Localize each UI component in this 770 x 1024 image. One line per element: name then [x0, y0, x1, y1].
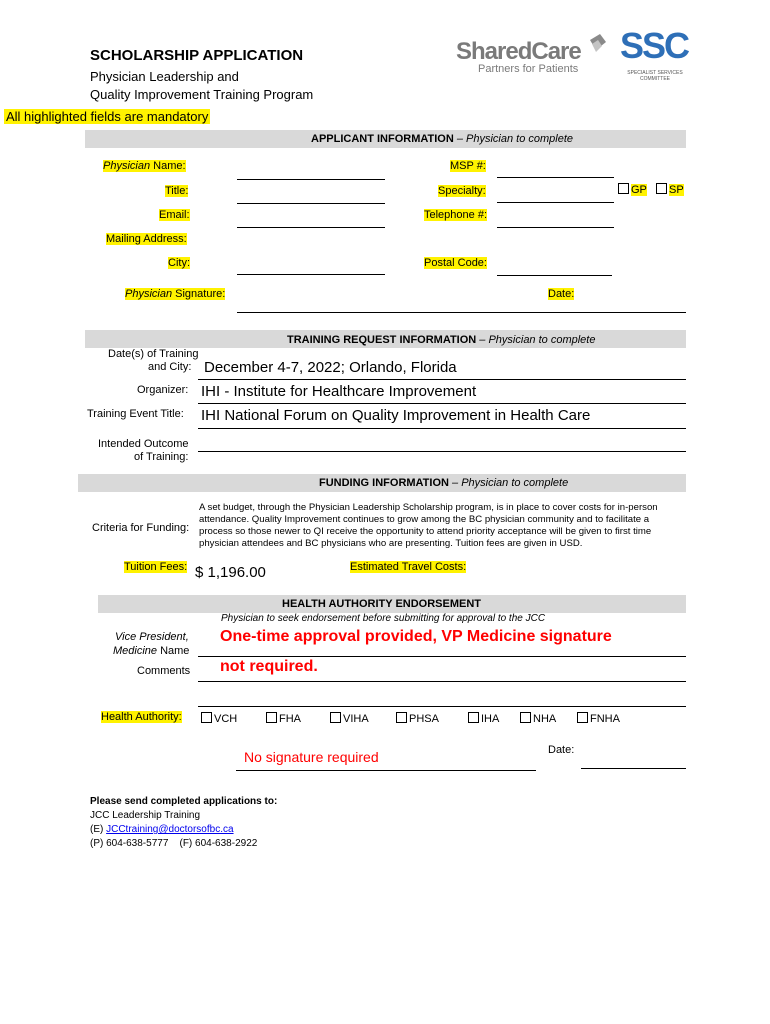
outcome-field[interactable] — [198, 451, 686, 452]
ha-checkbox-phsa[interactable] — [396, 712, 439, 725]
email-label: Email: — [159, 209, 190, 221]
specialty-label: Specialty: — [438, 185, 486, 197]
ha-checkbox-viha-box[interactable] — [330, 712, 341, 723]
telephone-label: Telephone #: — [424, 209, 487, 221]
sharedcare-logo-tagline: Partners for Patients — [478, 63, 579, 75]
outcome-label-2: of Training: — [134, 451, 189, 463]
msp-label: MSP #: — [450, 160, 486, 172]
event-title-label: Training Event Title: — [87, 408, 184, 420]
ha-checkbox-iha-box[interactable] — [468, 712, 479, 723]
gp-checkbox-box[interactable] — [618, 183, 629, 194]
organizer-line — [198, 403, 686, 404]
email-field[interactable] — [237, 227, 385, 228]
ha-label-phsa: PHSA — [409, 713, 439, 725]
comments-value[interactable]: not required. — [220, 658, 318, 675]
physician-name-field[interactable] — [237, 179, 385, 180]
criteria-text: A set budget, through the Physician Leadership Scholarship program, is in place to cover costs for in-person attendance. Quality Improvement continues to grow among the BC physician community and to facilitate a process so those newer to QI receive the opportunity to attend priority acceptance will be given to first time physician attendees and BC physicians who are presenting. Tuition fees are given in USD. — [199, 502, 658, 549]
gp-checkbox[interactable] — [618, 183, 647, 196]
title-label: Title: — [165, 185, 189, 197]
comments-label: Comments — [137, 665, 191, 677]
health-authority-label: Health Authority: — [101, 711, 182, 723]
endorsement-signature-value[interactable]: No signature required — [244, 749, 379, 765]
send-phone: (P) 604-638-5777 (F) 604-638-2922 — [90, 838, 258, 849]
training-section-title: TRAINING REQUEST INFORMATION – Physician to complete — [287, 334, 596, 346]
ssc-logo-tag2: COMMITTEE — [640, 76, 670, 82]
comments-line-2 — [198, 706, 686, 707]
ha-label-iha: IHA — [481, 713, 500, 725]
ha-checkbox-fnha[interactable] — [577, 712, 620, 725]
ha-label-viha: VIHA — [343, 713, 369, 725]
sharedcare-logo-text: SharedCare — [456, 38, 581, 65]
applicant-date-label: Date: — [548, 288, 575, 300]
physician-name-label: Physician Name: — [103, 160, 186, 172]
organizer-label: Organizer: — [137, 384, 189, 396]
city-field[interactable] — [237, 274, 385, 275]
endorsement-signature-line — [236, 770, 536, 771]
city-label: City: — [168, 257, 190, 269]
physician-signature-field[interactable] — [237, 312, 686, 313]
telephone-field[interactable] — [497, 227, 614, 228]
training-dates-label-1: Date(s) of Training — [108, 348, 199, 360]
funding-section-title: FUNDING INFORMATION – Physician to complete — [319, 477, 569, 489]
ha-label-fnha: FNHA — [590, 713, 620, 725]
tuition-value[interactable]: $ 1,196.00 — [195, 564, 266, 581]
training-dates-line — [198, 379, 686, 380]
ssc-logo-text: SSC — [620, 25, 689, 66]
ha-label-vch: VCH — [214, 713, 238, 725]
send-org: JCC Leadership Training — [90, 810, 201, 821]
ha-checkbox-fha-box[interactable] — [266, 712, 277, 723]
applicant-section-title: APPLICANT INFORMATION – Physician to complete — [311, 133, 574, 145]
ssc-logo-tag1: SPECIALIST SERVICES — [627, 70, 683, 76]
ha-checkbox-phsa-box[interactable] — [396, 712, 407, 723]
ha-checkbox-fha[interactable] — [266, 712, 301, 725]
event-title-line — [198, 428, 686, 429]
event-title-value[interactable]: IHI National Forum on Quality Improvement in Health Care — [201, 407, 591, 424]
send-title: Please send completed applications to: — [90, 796, 278, 807]
title-field[interactable] — [237, 203, 385, 204]
sharedcare-logo — [456, 38, 581, 75]
vp-label-1: Vice President, — [115, 631, 189, 643]
ha-checkbox-iha[interactable] — [468, 712, 499, 725]
ha-checkbox-nha-box[interactable] — [520, 712, 531, 723]
vp-name-line — [198, 656, 686, 657]
form-subtitle-line1: Physician Leadership and — [90, 69, 239, 84]
endorsement-section-title: HEALTH AUTHORITY ENDORSEMENT — [282, 598, 482, 610]
endorsement-section-note: Physician to seek endorsement before submitting for approval to the JCC — [221, 613, 546, 624]
gp-label: GP — [631, 184, 647, 196]
travel-costs-label: Estimated Travel Costs: — [350, 561, 467, 573]
outcome-label-1: Intended Outcome — [98, 438, 189, 450]
sp-label: SP — [669, 184, 684, 196]
training-dates-label-2: and City: — [148, 361, 192, 373]
form-title: SCHOLARSHIP APPLICATION — [90, 47, 304, 64]
training-dates-value[interactable]: December 4-7, 2022; Orlando, Florida — [204, 359, 457, 376]
msp-field[interactable] — [497, 177, 614, 178]
organizer-value[interactable]: IHI - Institute for Healthcare Improvement — [201, 383, 477, 400]
ha-label-fha: FHA — [279, 713, 301, 725]
comments-line-1 — [198, 681, 686, 682]
physician-signature-label: Physician Signature: — [125, 288, 226, 300]
postal-code-label: Postal Code: — [424, 257, 487, 269]
form-subtitle-line2: Quality Improvement Training Program — [90, 87, 314, 102]
sharedcare-mark-icon — [588, 32, 608, 58]
ha-checkbox-vch[interactable] — [201, 712, 237, 725]
tuition-label: Tuition Fees: — [124, 561, 188, 573]
mandatory-note: All highlighted fields are mandatory — [6, 109, 209, 124]
ssc-logo — [620, 26, 690, 82]
vp-label-2: Medicine Name — [113, 645, 190, 657]
ha-checkbox-vch-box[interactable] — [201, 712, 212, 723]
ha-checkbox-viha[interactable] — [330, 712, 369, 725]
ha-label-nha: NHA — [533, 713, 557, 725]
sp-checkbox[interactable] — [656, 183, 684, 196]
send-email-link[interactable]: JCCtraining@doctorsofbc.ca — [106, 824, 234, 835]
endorsement-date-label: Date: — [548, 744, 575, 756]
criteria-label: Criteria for Funding: — [92, 522, 190, 534]
send-email-prefix: (E) — [90, 824, 107, 835]
sp-checkbox-box[interactable] — [656, 183, 667, 194]
mailing-address-label: Mailing Address: — [106, 233, 187, 245]
ha-checkbox-fnha-box[interactable] — [577, 712, 588, 723]
specialty-field[interactable] — [497, 202, 614, 203]
ha-checkbox-nha[interactable] — [520, 712, 556, 725]
send-email-row — [90, 824, 234, 835]
postal-code-field[interactable] — [497, 275, 612, 276]
vp-name-value[interactable]: One-time approval provided, VP Medicine signature — [220, 628, 612, 645]
endorsement-date-field[interactable] — [581, 768, 686, 769]
